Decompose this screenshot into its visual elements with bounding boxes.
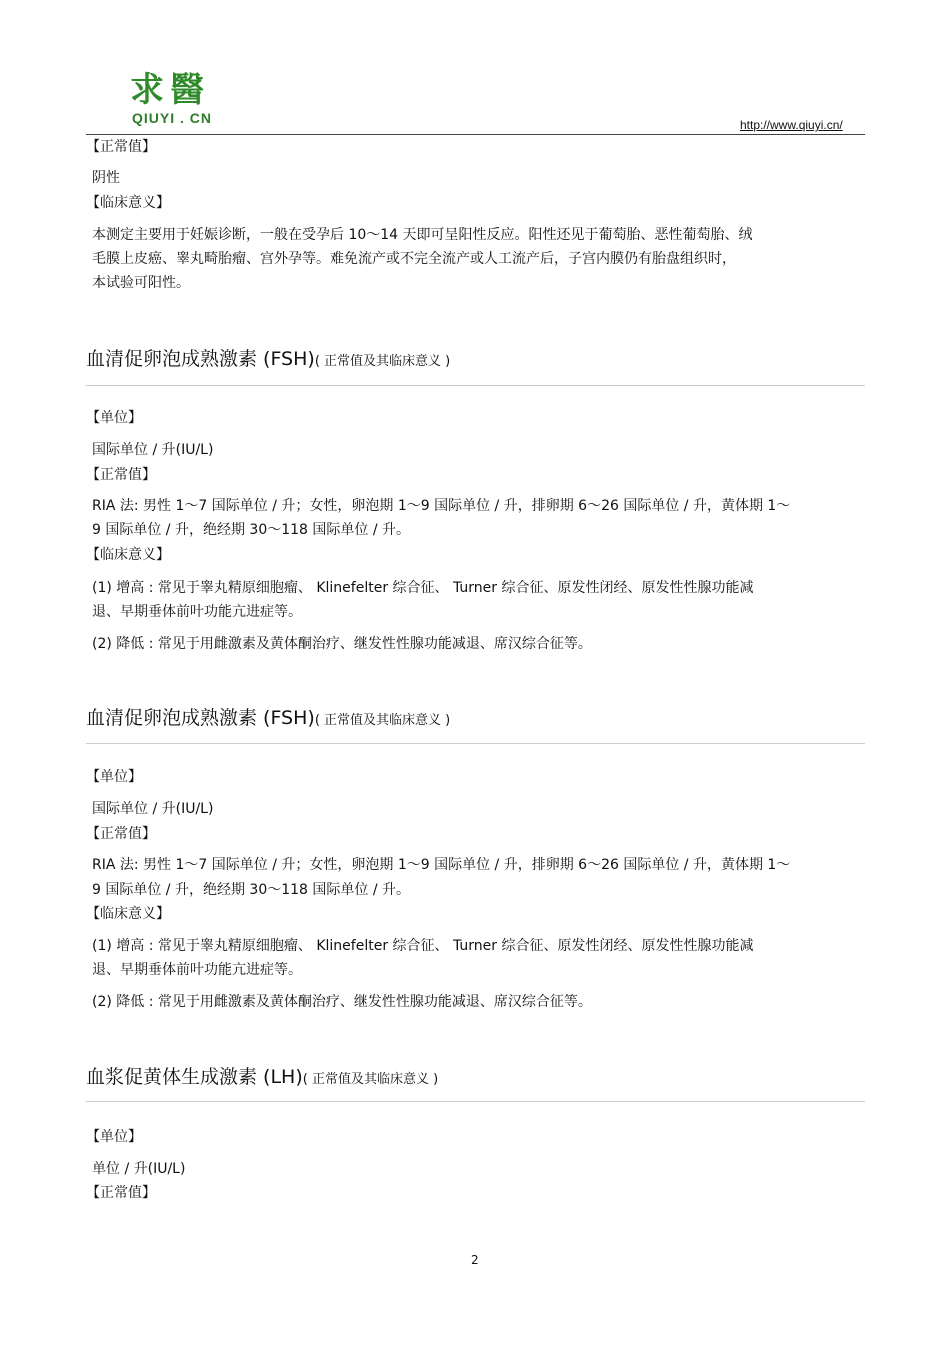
- page-number: 2: [471, 1253, 479, 1267]
- clinical-line: (2) 降低 : 常见于用雌激素及黄体酮治疗、继发性性腺功能减退、席汉综合征等。: [92, 636, 592, 652]
- clinical-line: 毛膜上皮癌、睾丸畸胎瘤、宫外孕等。难免流产或不完全流产或人工流产后，子宫内膜仍有胎盘组织时，: [92, 251, 736, 267]
- logo-text: QIUYI . CN: [132, 110, 213, 126]
- section-title-text: 血浆促黄体生成激素 (LH): [86, 1066, 303, 1088]
- unit-value: 国际单位 / 升(IU/L): [92, 442, 214, 458]
- section-title-text: 血清促卵泡成熟激素 (FSH): [86, 707, 315, 729]
- clinical-label: 【临床意义】: [86, 195, 170, 211]
- section-title: [86, 348, 450, 373]
- clinical-line: (1) 增高 : 常见于睾丸精原细胞瘤、 Klinefelter 综合征、 Turner 综合征、原发性闭经、原发性性腺功能减: [92, 580, 754, 596]
- section-subtitle: ( 正常值及其临床意义 ): [314, 354, 451, 369]
- site-url-link[interactable]: http://www.qiuyi.cn/: [740, 118, 843, 132]
- clinical-line: 本测定主要用于妊娠诊断，一般在受孕后 10～14 天即可呈阳性反应。阳性还见于葡萄胎、恶性葡萄胎、绒: [92, 227, 753, 243]
- section-divider: [86, 1101, 865, 1102]
- normal-label: 【正常值】: [86, 139, 156, 155]
- normal-value: 阴性: [92, 170, 120, 186]
- normal-label: 【正常值】: [86, 467, 156, 483]
- unit-label: 【单位】: [86, 1129, 142, 1145]
- clinical-line: 退、早期垂体前叶功能亢进症等。: [92, 604, 302, 620]
- unit-value: 单位 / 升(IU/L): [92, 1161, 186, 1177]
- clinical-label: 【临床意义】: [86, 906, 170, 922]
- section-subtitle: ( 正常值及其临床意义 ): [314, 713, 451, 728]
- section-divider: [86, 743, 865, 744]
- section-title: [86, 1066, 438, 1091]
- section-title-text: 血清促卵泡成熟激素 (FSH): [86, 348, 315, 370]
- logo-glyphs: 求醫: [130, 70, 210, 110]
- qiuyi-logo: [128, 62, 218, 134]
- unit-label: 【单位】: [86, 410, 142, 426]
- section-title: [86, 707, 450, 732]
- clinical-line: 本试验可阳性。: [92, 275, 190, 291]
- normal-line: RIA 法: 男性 1～7 国际单位 / 升；女性，卵泡期 1～9 国际单位 / 升，排卵期 6～26 国际单位 / 升，黄体期 1～: [92, 498, 791, 514]
- clinical-line: 退、早期垂体前叶功能亢进症等。: [92, 962, 302, 978]
- clinical-line: (1) 增高 : 常见于睾丸精原细胞瘤、 Klinefelter 综合征、 Turner 综合征、原发性闭经、原发性性腺功能减: [92, 938, 754, 954]
- unit-label: 【单位】: [86, 769, 142, 785]
- normal-label: 【正常值】: [86, 826, 156, 842]
- clinical-line: (2) 降低 : 常见于用雌激素及黄体酮治疗、继发性性腺功能减退、席汉综合征等。: [92, 994, 592, 1010]
- section-subtitle: ( 正常值及其临床意义 ): [302, 1072, 439, 1087]
- header-divider: [86, 134, 865, 135]
- section-divider: [86, 385, 865, 386]
- clinical-label: 【临床意义】: [86, 547, 170, 563]
- normal-label: 【正常值】: [86, 1185, 156, 1201]
- normal-line: RIA 法: 男性 1～7 国际单位 / 升；女性，卵泡期 1～9 国际单位 / 升，排卵期 6～26 国际单位 / 升，黄体期 1～: [92, 857, 791, 873]
- normal-line: 9 国际单位 / 升，绝经期 30～118 国际单位 / 升。: [92, 882, 411, 898]
- unit-value: 国际单位 / 升(IU/L): [92, 801, 214, 817]
- normal-line: 9 国际单位 / 升，绝经期 30～118 国际单位 / 升。: [92, 522, 411, 538]
